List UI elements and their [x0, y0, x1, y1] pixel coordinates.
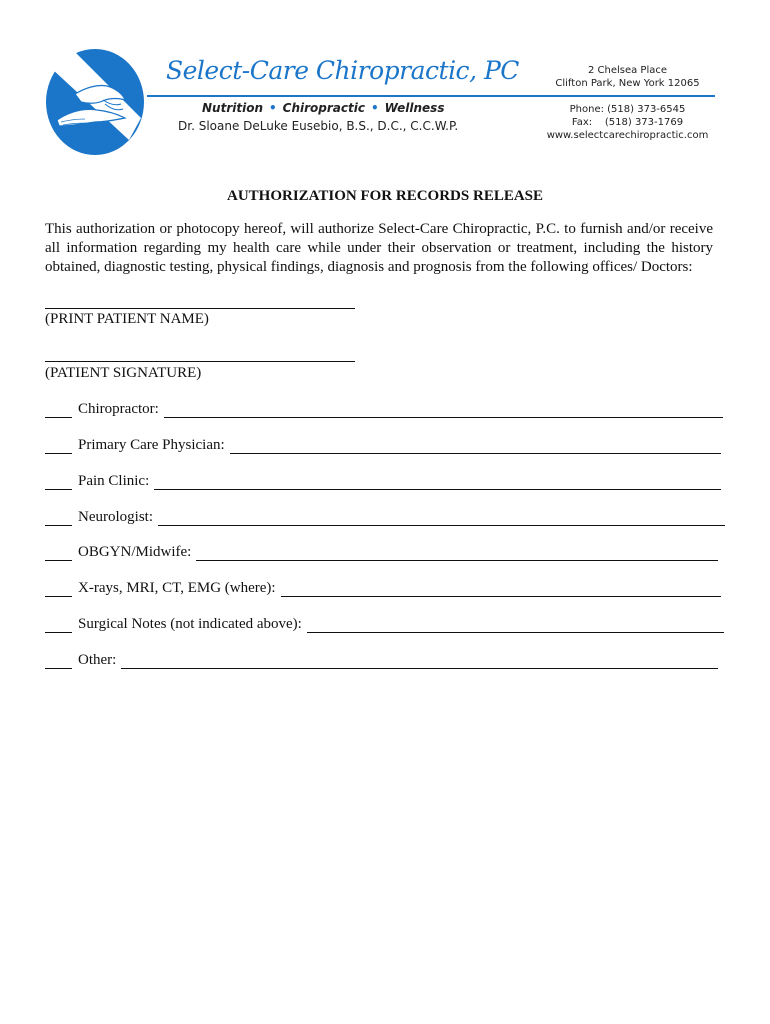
header-divider — [147, 95, 715, 97]
provider-checkbox[interactable] — [45, 581, 72, 597]
provider-label: X-rays, MRI, CT, EMG (where): — [78, 580, 276, 596]
provider-field[interactable] — [281, 581, 721, 597]
provider-checkbox[interactable] — [45, 653, 72, 669]
authorization-text: This authorization or photocopy hereof, will authorize Select-Care Chiropractic, P.C. to furnish and/or receive all information regarding my health care while under their observation or treatment, including the history obtained, diagnostic testing, physical findings, diagnosis and prognosis from the following offices/ Doctors: — [45, 221, 713, 275]
form-title: AUTHORIZATION FOR RECORDS RELEASE — [226, 188, 544, 204]
print-name-label: (PRINT PATIENT NAME) — [45, 311, 209, 327]
doctor-name: Dr. Sloane DeLuke Eusebio, B.S., D.C., C.C.W.P. — [178, 119, 459, 133]
provider-field[interactable] — [158, 510, 725, 526]
contact-block — [540, 103, 715, 142]
tagline-item: Chiropractic — [282, 101, 365, 115]
provider-row — [45, 613, 724, 633]
tagline-item: Nutrition — [202, 101, 263, 115]
provider-label: Pain Clinic: — [78, 473, 150, 489]
provider-row — [45, 470, 721, 490]
provider-checkbox[interactable] — [45, 474, 72, 490]
practice-name: Select-Care Chiropractic, PC — [166, 56, 519, 85]
patient-signature-field[interactable] — [45, 361, 355, 362]
provider-field[interactable] — [121, 653, 718, 669]
tagline-item: Wellness — [384, 101, 445, 115]
provider-checkbox[interactable] — [45, 438, 72, 454]
provider-label: Primary Care Physician: — [78, 437, 225, 453]
bullet-icon: • — [269, 101, 277, 115]
website-link[interactable]: www.selectcarechiropractic.com — [546, 130, 709, 141]
provider-row — [45, 398, 723, 418]
provider-field[interactable] — [230, 438, 721, 454]
provider-label: OBGYN/Midwife: — [78, 544, 192, 560]
provider-checkbox[interactable] — [45, 510, 72, 526]
provider-row — [45, 649, 718, 669]
address-line: Clifton Park, New York 12065 — [555, 78, 700, 89]
provider-label: Other: — [78, 652, 117, 668]
provider-field[interactable] — [164, 402, 723, 418]
tagline — [202, 101, 444, 115]
fax-number: Fax: (518) 373-1769 — [571, 117, 684, 128]
provider-label: Chiropractor: — [78, 401, 159, 417]
provider-checkbox[interactable] — [45, 402, 72, 418]
provider-field[interactable] — [154, 474, 721, 490]
provider-field[interactable] — [196, 545, 718, 561]
provider-row — [45, 541, 718, 561]
provider-label: Surgical Notes (not indicated above): — [78, 616, 302, 632]
patient-name-field[interactable] — [45, 308, 355, 309]
provider-row — [45, 506, 725, 526]
provider-label: Neurologist: — [78, 509, 153, 525]
address-block — [540, 64, 715, 90]
provider-field[interactable] — [307, 617, 724, 633]
signature-label: (PATIENT SIGNATURE) — [45, 365, 202, 381]
bullet-icon: • — [370, 101, 379, 115]
provider-row — [45, 434, 721, 454]
provider-checkbox[interactable] — [45, 617, 72, 633]
provider-checkbox[interactable] — [45, 545, 72, 561]
hands-logo-icon — [45, 48, 145, 156]
provider-row — [45, 577, 721, 597]
phone-number: Phone: (518) 373-6545 — [569, 104, 686, 115]
address-line: 2 Chelsea Place — [587, 65, 668, 76]
